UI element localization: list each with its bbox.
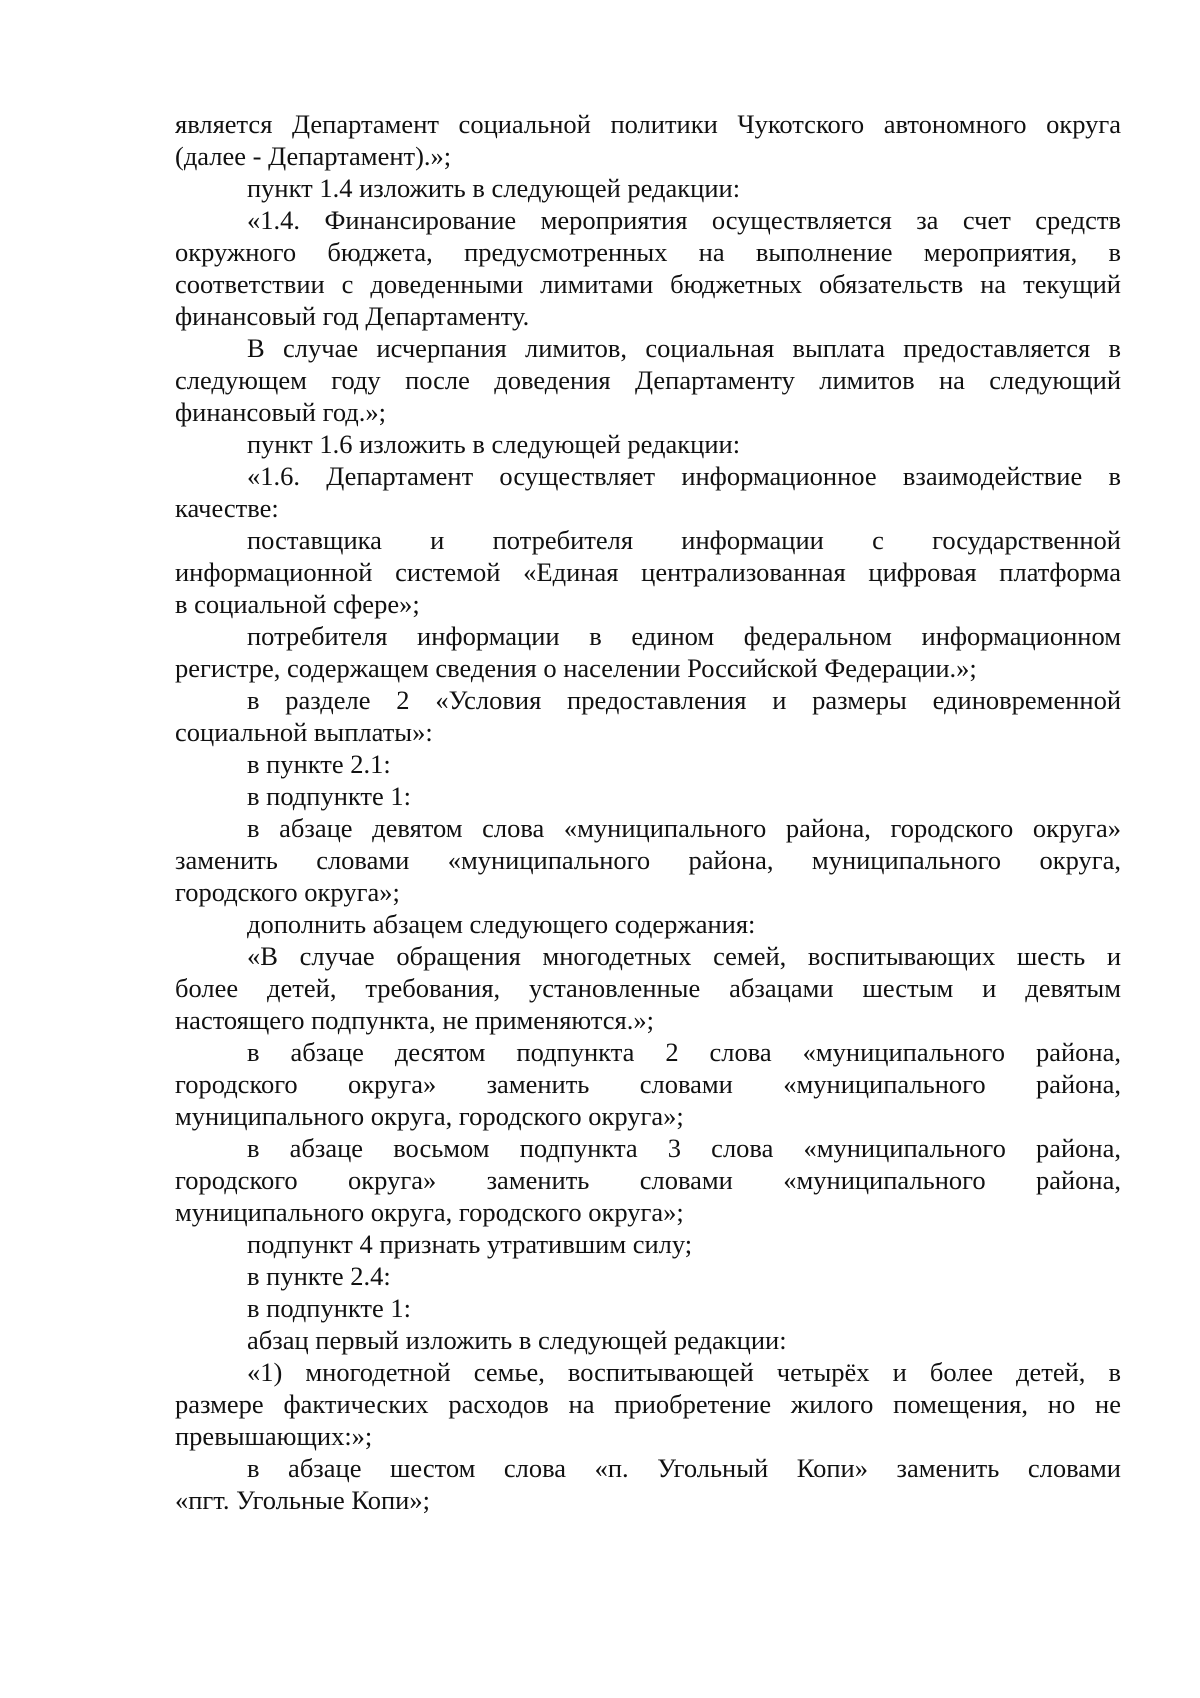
text-line: дополнить абзацем следующего содержания: xyxy=(247,909,756,939)
text-line: «1) многодетной семье, воспитывающей четырёх и более детей, в xyxy=(247,1357,1121,1387)
text-line: финансовый год Департаменту. xyxy=(175,301,530,331)
text-line: соответствии с доведенными лимитами бюджетных обязательств на текущий xyxy=(175,269,1121,299)
text-line: городского округа» заменить словами «муниципального района, xyxy=(175,1165,1121,1195)
text-line: заменить словами «муниципального района, муниципального округа, xyxy=(175,845,1121,875)
text-line: В случае исчерпания лимитов, социальная выплата предоставляется в xyxy=(247,333,1121,363)
text-line: в абзаце десятом подпункта 2 слова «муниципального района, xyxy=(247,1037,1121,1067)
text-line: является Департамент социальной политики Чукотского автономного округа xyxy=(175,109,1121,139)
text-line: превышающих:»; xyxy=(175,1421,373,1451)
text-line: «1.6. Департамент осуществляет информационное взаимодействие в xyxy=(247,461,1121,491)
text-line: пункт 1.4 изложить в следующей редакции: xyxy=(247,173,741,203)
text-line: городского округа»; xyxy=(175,877,400,907)
text-line: «1.4. Финансирование мероприятия осуществляется за счет средств xyxy=(247,205,1121,235)
text-line: (далее - Департамент).»; xyxy=(175,141,452,171)
text-line: в пункте 2.1: xyxy=(247,749,391,779)
text-line: городского округа» заменить словами «муниципального района, xyxy=(175,1069,1121,1099)
text-line: финансовый год.»; xyxy=(175,397,387,427)
text-line: муниципального округа, городского округа»; xyxy=(175,1197,684,1227)
text-line: размере фактических расходов на приобретение жилого помещения, но не xyxy=(175,1389,1121,1419)
text-line: социальной выплаты»: xyxy=(175,717,433,747)
text-line: в подпункте 1: xyxy=(247,1293,412,1323)
text-line: абзац первый изложить в следующей редакции: xyxy=(247,1325,787,1355)
text-line: в разделе 2 «Условия предоставления и размеры единовременной xyxy=(247,685,1121,715)
text-line: регистре, содержащем сведения о населении Российской Федерации.»; xyxy=(175,653,977,683)
text-line: потребителя информации в едином федеральном информационном xyxy=(247,621,1121,651)
text-line: информационной системой «Единая централизованная цифровая платформа xyxy=(175,557,1121,587)
text-line: в пункте 2.4: xyxy=(247,1261,391,1291)
text-line: следующем году после доведения Департаменту лимитов на следующий xyxy=(175,365,1121,395)
text-line: настоящего подпункта, не применяются.»; xyxy=(175,1005,654,1035)
text-line: более детей, требования, установленные абзацами шестым и девятым xyxy=(175,973,1121,1003)
text-line: в абзаце шестом слова «п. Угольный Копи» заменить словами xyxy=(247,1453,1121,1483)
text-line: качестве: xyxy=(175,493,279,523)
text-line: пункт 1.6 изложить в следующей редакции: xyxy=(247,429,741,459)
text-line: в подпункте 1: xyxy=(247,781,412,811)
text-line: окружного бюджета, предусмотренных на выполнение мероприятия, в xyxy=(175,237,1121,267)
text-line: в социальной сфере»; xyxy=(175,589,420,619)
text-line: в абзаце девятом слова «муниципального района, городского округа» xyxy=(247,813,1121,843)
text-line: «пгт. Угольные Копи»; xyxy=(175,1485,430,1515)
text-line: подпункт 4 признать утратившим силу; xyxy=(247,1229,693,1259)
text-line: «В случае обращения многодетных семей, воспитывающих шесть и xyxy=(247,941,1121,971)
text-line: в абзаце восьмом подпункта 3 слова «муниципального района, xyxy=(247,1133,1121,1163)
text-line: поставщика и потребителя информации с государственной xyxy=(247,525,1121,555)
text-line: муниципального округа, городского округа»; xyxy=(175,1101,684,1131)
